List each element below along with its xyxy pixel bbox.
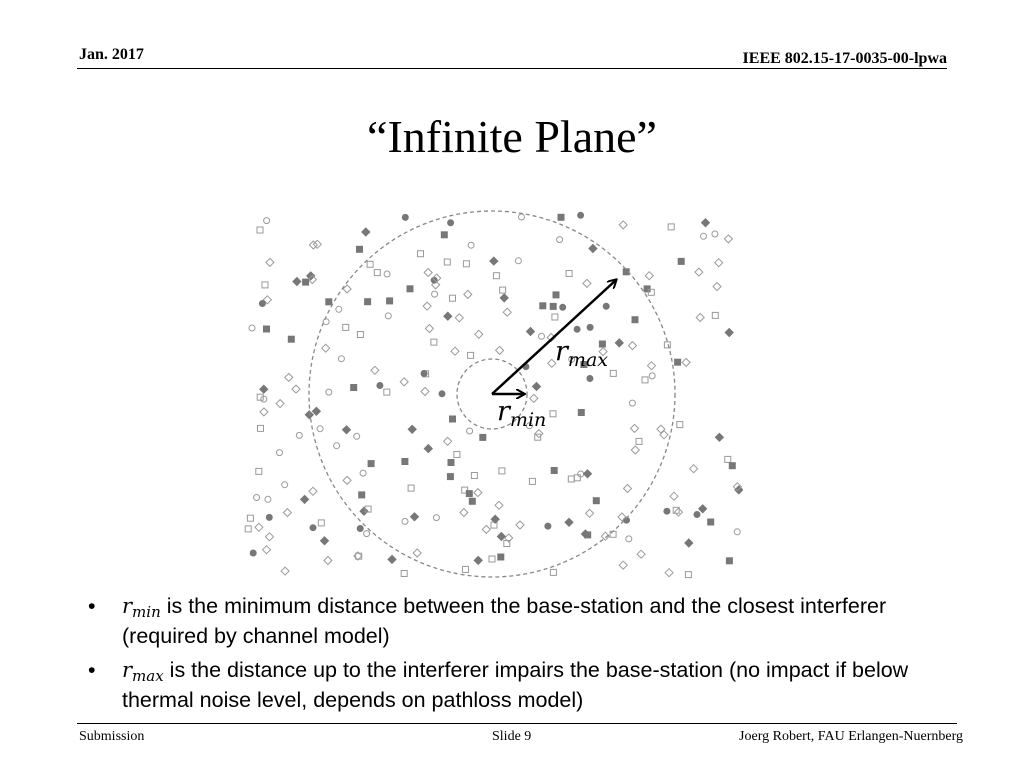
interferer-marker (407, 286, 413, 292)
interferer-marker (664, 508, 670, 514)
interferer-marker (408, 425, 416, 433)
interferer-marker (539, 333, 545, 339)
interferer-marker (250, 550, 256, 556)
r-min-label: $r_{min}$ (497, 396, 547, 431)
interferer-marker (324, 557, 332, 565)
interferer-marker (587, 376, 593, 382)
interferer-marker (264, 218, 270, 224)
interferer-marker (260, 385, 268, 393)
interferer-marker (360, 507, 368, 515)
interferer-marker (585, 532, 591, 538)
interferer-marker (247, 515, 253, 521)
interferer-marker (657, 425, 665, 433)
interferer-marker (574, 475, 580, 481)
interferer-marker (589, 245, 597, 253)
interferer-marker (712, 231, 718, 237)
interferer-marker (474, 489, 482, 497)
interferer-marker (584, 470, 592, 478)
interferer-marker (515, 258, 521, 264)
interferer-marker (384, 271, 390, 277)
interferer-marker (441, 232, 447, 238)
interferer-marker (685, 539, 693, 547)
interferer-marker (262, 282, 268, 288)
interferer-marker (400, 378, 408, 386)
interferer-marker (444, 437, 452, 445)
interferer-marker (619, 561, 627, 569)
interferer-marker (624, 485, 632, 493)
interferer-marker (516, 521, 524, 529)
interferer-marker (351, 385, 357, 391)
interferer-marker (293, 278, 301, 286)
interferer-marker (259, 301, 265, 307)
interferer-marker (678, 258, 684, 264)
interferer-marker (367, 261, 373, 267)
interferer-marker (263, 546, 271, 554)
interferer-marker (574, 326, 580, 332)
interferer-marker (447, 474, 453, 480)
interferer-marker (469, 498, 475, 504)
interferer-marker (694, 512, 700, 518)
interferer-marker (360, 470, 366, 476)
interferer-marker (725, 329, 733, 337)
interferer-marker (292, 385, 300, 393)
interferer-marker (660, 431, 668, 439)
interferer-marker (301, 495, 309, 503)
interferer-marker (629, 400, 635, 406)
interferer-marker (685, 572, 691, 578)
interferer-marker (257, 394, 263, 400)
interferer-marker (599, 341, 605, 347)
interferer-marker (699, 505, 707, 513)
interferer-marker (586, 509, 594, 517)
interferer-marker (402, 214, 408, 220)
interferer-marker (550, 411, 556, 417)
interferer-marker (450, 416, 456, 422)
interferer-marker (468, 352, 474, 358)
interferer-marker (665, 569, 673, 577)
interferer-marker (551, 468, 557, 474)
interferer-marker (603, 303, 609, 309)
header-rule (77, 68, 947, 69)
interferer-marker (448, 460, 454, 466)
r-max-label: $r_{max}$ (555, 336, 608, 371)
interferer-marker (424, 269, 432, 277)
bullet-item-r-max (88, 655, 948, 715)
interferer-marker (464, 290, 472, 298)
interferer-marker (565, 518, 573, 526)
interferer-marker (365, 299, 371, 305)
bullet-var: $r_{min}$ (122, 594, 161, 621)
interferer-marker (578, 410, 584, 416)
interferer-marker (668, 224, 674, 230)
interferer-marker (384, 389, 390, 395)
interferer-marker (303, 279, 309, 285)
interferer-marker (682, 358, 690, 366)
interferer-marker (493, 273, 499, 279)
interferer-marker (322, 344, 330, 352)
interferer-marker (497, 533, 505, 541)
interferer-marker (374, 270, 380, 276)
interferer-marker (357, 332, 363, 338)
interferer-marker (480, 434, 486, 440)
interferer-marker (645, 272, 653, 280)
interferer-marker (357, 246, 363, 252)
interferer-marker (266, 514, 272, 520)
interferer-marker (254, 495, 260, 501)
interferer-marker (431, 339, 437, 345)
interferer-marker (466, 491, 472, 497)
interferer-marker (359, 492, 365, 498)
interferer-marker (439, 391, 445, 397)
footer-slide-number: Slide 9 (492, 729, 532, 744)
interferer-marker (371, 366, 379, 374)
interferer-marker (500, 294, 508, 302)
interferer-marker (490, 257, 498, 265)
bullet-dot: • (88, 594, 96, 618)
interferer-marker (326, 389, 332, 395)
interferer-marker (566, 271, 572, 277)
interferer-marker (388, 555, 396, 563)
interferer-marker (334, 443, 340, 449)
interferer-marker (552, 314, 558, 320)
interferer-marker (558, 214, 564, 220)
interferer-marker (468, 242, 474, 248)
interferer-marker (463, 261, 469, 267)
interferer-marker (675, 359, 681, 365)
interferer-marker (527, 328, 535, 336)
interferer-marker (626, 536, 632, 542)
interferer-marker (261, 396, 267, 402)
interferer-marker (610, 370, 616, 376)
interferer-marker (499, 468, 505, 474)
interferer-marker (338, 356, 344, 362)
interferer-marker (695, 268, 703, 276)
interferer-marker (433, 515, 439, 521)
interferer-marker (424, 445, 432, 453)
interferer-marker (550, 569, 556, 575)
interferer-marker (256, 468, 262, 474)
interferer-marker (690, 465, 698, 473)
interferer-marker (648, 362, 656, 370)
interferer-marker (715, 433, 723, 441)
interferer-marker (323, 319, 329, 325)
interferer-marker (425, 325, 433, 333)
interferer-marker (467, 428, 473, 434)
interferer-marker (475, 330, 483, 338)
interferer-marker (578, 212, 584, 218)
footer-submission: Submission (79, 729, 145, 744)
interferer-marker (336, 306, 342, 312)
interferer-marker (387, 298, 393, 304)
interferer-marker (615, 339, 623, 347)
interferer-marker (296, 432, 302, 438)
interferer-marker (411, 513, 419, 521)
interferer-marker (281, 567, 289, 575)
interferer-marker (460, 509, 468, 517)
interferer-marker (587, 324, 593, 330)
interferer-marker (408, 485, 414, 491)
interferer-marker (713, 283, 721, 291)
interferer-marker (362, 228, 370, 236)
bullet-var: $r_{max}$ (122, 658, 164, 685)
interferer-marker (726, 558, 732, 564)
interferer-marker (553, 292, 559, 298)
interferer-marker (255, 523, 263, 531)
interferer-marker (265, 496, 271, 502)
interferer-marker (245, 526, 251, 532)
bullet-text: is the minimum distance between the base-station and the closest interferer (required by channel model) (122, 594, 887, 648)
interferer-marker (629, 342, 637, 350)
interferer-marker (444, 259, 450, 265)
bullet-item-r-min (88, 591, 948, 651)
interferer-marker (696, 314, 704, 322)
interferer-marker (432, 291, 438, 297)
header-date: Jan. 2017 (79, 46, 144, 63)
interferer-marker (708, 519, 714, 525)
interferer-marker (402, 518, 408, 524)
interferer-marker (455, 314, 463, 322)
interferer-marker (413, 549, 421, 557)
interferer-marker (729, 463, 735, 469)
interferer-marker (321, 537, 329, 545)
interferer-marker (368, 461, 374, 467)
interferer-marker (282, 482, 288, 488)
interferer-marker (533, 383, 541, 391)
interferer-marker (636, 438, 642, 444)
interferer-marker (498, 554, 504, 560)
interferer-marker (309, 487, 317, 495)
interferer-marker (724, 235, 732, 243)
interferer-marker (593, 498, 599, 504)
interferer-marker (557, 237, 563, 243)
interferer-marker (712, 312, 718, 318)
interferer-marker (260, 408, 268, 416)
infinite-plane-diagram (243, 210, 743, 580)
interferer-marker (326, 299, 332, 305)
interferer-marker (702, 219, 710, 227)
interferer-marker (418, 251, 424, 257)
interferer-marker (257, 227, 263, 233)
slide-title: “Infinite Plane” (367, 111, 657, 162)
interferer-marker (503, 308, 511, 316)
interferer-marker (266, 533, 274, 541)
interferer-marker (637, 550, 645, 558)
interferer-marker (631, 424, 639, 432)
interferer-marker (675, 508, 683, 516)
interferer-marker (545, 523, 551, 529)
interferer-marker (560, 304, 566, 310)
footer-author: Joerg Robert, FAU Erlangen-Nuernberg (739, 729, 963, 744)
interferer-marker (649, 373, 655, 379)
interferer-marker (423, 302, 431, 310)
interferer-marker (496, 346, 504, 354)
interferer-marker (401, 571, 407, 577)
interferer-marker (677, 422, 683, 428)
interferer-marker (421, 388, 429, 396)
interferer-marker (318, 520, 324, 526)
interferer-marker (266, 258, 274, 266)
bullet-list (88, 591, 948, 719)
interferer-marker (402, 459, 408, 465)
interferer-marker (642, 377, 648, 383)
interferer-marker (317, 426, 323, 432)
interferer-marker (451, 347, 459, 355)
interferer-marker (495, 501, 503, 509)
interferer-marker (283, 509, 291, 517)
interferer-marker (715, 259, 723, 267)
interferer-marker (583, 279, 591, 287)
interferer-marker (500, 287, 506, 293)
interferer-marker (312, 407, 320, 415)
interferer-marker (421, 371, 427, 377)
interferer-marker (529, 478, 535, 484)
interferer-marker (530, 394, 538, 402)
interferer-marker (632, 317, 638, 323)
interferer-marker (670, 492, 678, 500)
interferer-marker (249, 325, 255, 331)
interferer-marker (631, 446, 639, 454)
interferer-marker (619, 221, 627, 229)
interferer-marker (725, 456, 731, 462)
interferer-marker (454, 452, 460, 458)
bullet-dot: • (88, 658, 96, 682)
interferer-marker (277, 450, 283, 456)
interferer-marker (474, 556, 482, 564)
interferer-marker (701, 233, 707, 239)
interferer-marker (540, 303, 546, 309)
interferer-marker (377, 383, 383, 389)
interferer-marker (444, 312, 452, 320)
interferer-marker (264, 326, 270, 332)
interferer-marker (471, 473, 477, 479)
interferer-marker (734, 529, 740, 535)
interferer-marker (343, 426, 351, 434)
interferer-marker (258, 425, 264, 431)
interferer-marker (343, 285, 351, 293)
interferer-marker (568, 476, 574, 482)
interferer-marker (288, 336, 294, 342)
interferer-marker (276, 400, 284, 408)
footer-rule (77, 723, 957, 724)
interferer-marker (310, 525, 316, 531)
header-doc-id: IEEE 802.15-17-0035-00-lpwa (742, 50, 947, 67)
interferer-marker (357, 526, 363, 532)
interferer-marker (448, 220, 454, 226)
interferer-marker (550, 303, 556, 309)
interferer-marker (463, 566, 469, 572)
bullet-text: is the distance up to the interferer impairs the base-station (no impact if below thermal noise level, depends on pathloss model) (122, 658, 909, 712)
interferer-marker (519, 214, 525, 220)
interferer-marker (364, 531, 370, 537)
interferer-marker (482, 525, 490, 533)
interferer-marker (489, 556, 495, 562)
interferer-marker (385, 313, 391, 319)
interferer-marker (354, 433, 360, 439)
interferer-marker (343, 476, 351, 484)
interferer-marker (285, 373, 293, 381)
interferer-marker (343, 324, 349, 330)
interferer-marker (450, 295, 456, 301)
